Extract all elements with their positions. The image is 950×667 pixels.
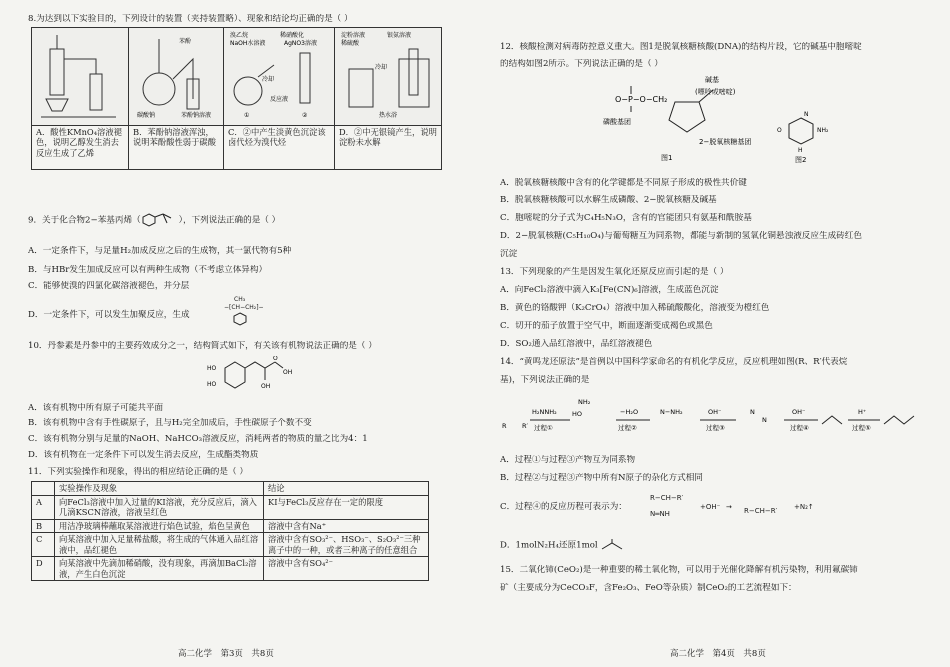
mech-step4: 过程④: [790, 424, 809, 432]
label-1: ①: [244, 112, 250, 119]
apparatus-haloalkane-icon: [228, 29, 330, 121]
q9-option-a: A．一定条件下，与足量H₂加成反应之后的生成物，其一氯代物有5种: [28, 246, 292, 256]
mech-oh2: OH⁻: [792, 408, 806, 416]
phenylpropene-structure-icon: [141, 213, 179, 227]
polymer-chain: −[CH−CH₂]−: [224, 304, 264, 311]
label-phosphate: 磷酸基团: [603, 118, 631, 126]
row-conclusion: 溶液中含有SO₃²⁻、HSO₃⁻、S₂O₃²⁻三种离子中的一种，或者三种离子的任意组合: [264, 533, 429, 557]
label-deoxyribose: 2−脱氧核糖基团: [699, 138, 752, 146]
q11-row-c: [32, 533, 429, 557]
q9-option-c: C．能够使溴的四氯化碳溶液褪色，并分层: [28, 281, 190, 291]
ketone-structure-icon: [600, 539, 626, 551]
label-starch: 淀粉溶液: [341, 32, 366, 39]
q11-header-op: 实验操作及现象: [55, 482, 264, 496]
q10-option-d: D．该有机物在一定条件下可以发生消去反应，生成酯类物质: [28, 450, 259, 460]
q13-stem: 13．下列现象的产生是因发生氧化还原反应而引起的是（ ）: [500, 267, 729, 277]
q11-header-0: [32, 482, 55, 496]
q8-stem: 8.为达到以下实验目的，下列设计的装置（夹持装置略）、现象和结论均正确的是（ ）: [28, 14, 353, 24]
dna-figure: [595, 72, 845, 164]
mech-step5: 过程⑤: [852, 424, 871, 432]
mech-n1: N: [750, 408, 755, 416]
q14-option-d-line: [500, 539, 920, 552]
row-key: A: [32, 495, 55, 519]
label-oh-2: OH: [283, 369, 293, 376]
row-conclusion: 溶液中含有Na⁺: [264, 519, 429, 533]
c-reactant-n: N═NH: [650, 510, 670, 518]
q9-stem-line: [28, 213, 433, 227]
c-n2: +N₂↑: [794, 503, 814, 511]
label-nh2: NH₂: [817, 127, 829, 134]
q10-option-a: A．该有机物中所有原子可能共平面: [28, 403, 164, 413]
label-cool-2: 冷却: [375, 64, 388, 71]
q14-mechanism: [500, 392, 920, 444]
q8-option-a: A．酸性KMnO₄溶液褪色，说明乙醇发生消去反应生成了乙烯: [32, 125, 129, 169]
q12-option-c: C．胞嘧啶的分子式为C₄H₅N₃O，含有的官能团只有氨基和酰胺基: [500, 213, 752, 223]
mech-step1: 过程①: [534, 424, 553, 432]
q10-option-c: C．该有机物分别与足量的NaOH、NaHCO₃溶液反应，消耗两者的物质的量之比为4：1: [28, 434, 368, 444]
danshensu-structure-icon: [203, 356, 303, 398]
q9-option-b: B．与HBr发生加成反应可以有两种生成物（不考虑立体异构）: [28, 265, 268, 275]
label-cool: 冷却: [262, 76, 275, 83]
q8-option-d: D．②中无银镜产生，说明淀粉未水解: [335, 125, 442, 169]
q9-option-d-line: [28, 296, 433, 321]
label-hno3: 稀硝酸化: [280, 32, 305, 39]
q12-option-d-cont: 沉淀: [500, 249, 518, 259]
mech-ho: HO: [572, 410, 583, 418]
q13-option-c: C．切开的茄子放置于空气中，断面逐渐变成褐色或黑色: [500, 321, 713, 331]
q14-stem-2: 基)，下列说法正确的是: [500, 375, 590, 385]
c-arrow: →: [726, 503, 732, 511]
left-footer: 高二化学 第3页 共8页: [178, 649, 274, 659]
mech-r: R: [502, 422, 507, 430]
label-h-cyt: H: [798, 147, 803, 154]
label-ho-2: HO: [207, 381, 217, 388]
q14-option-d: D．1molN₂H₄还原1mol: [500, 540, 598, 551]
q11-row-d: [32, 557, 429, 581]
row-key: B: [32, 519, 55, 533]
label-naoh: NaOH水溶液: [230, 40, 266, 47]
apparatus-ethanol-icon: [36, 29, 124, 121]
q11-table: [31, 481, 429, 581]
q11-row-b: [32, 519, 429, 533]
label-agno3: AgNO3溶液: [284, 40, 317, 47]
q14-option-b: B．过程②与过程③产物中所有N原子的杂化方式相同: [500, 473, 703, 483]
q11-header-concl: 结论: [264, 482, 429, 496]
mech-oh1: OH⁻: [708, 408, 722, 416]
q14-option-c-line: [500, 494, 920, 518]
mech-minus-h2o: −H₂O: [620, 408, 639, 416]
q13-option-b: B．黄色的铬酸钾（K₂CrO₄）溶液中加入稀硫酸酸化，溶液变为橙红色: [500, 303, 770, 313]
label-reaction: 反应液: [270, 96, 289, 103]
q13-option-d: D．SO₂通入品红溶液中，品红溶液褪色: [500, 339, 653, 349]
q8-diagram-a: [32, 28, 129, 126]
mech-h-plus: H⁺: [858, 408, 867, 416]
mech-reagent: H₂NNH₂: [532, 408, 557, 416]
label-2: ②: [302, 112, 308, 119]
q14-stem-1: 14．“黄鸣龙还原法”是首例以中国科学家命名的有机化学反应，反应机理如图(R、R′代表烷: [500, 357, 848, 367]
label-fig2: 图2: [795, 156, 807, 164]
row-key: C: [32, 533, 55, 557]
left-page: [28, 0, 437, 667]
q8-diagram-b: [129, 28, 224, 126]
row-key: D: [32, 557, 55, 581]
q12-option-a: A．脱氧核糖核酸中含有的化学键都是不同原子形成的极性共价键: [500, 178, 747, 188]
q8-diagram-d: [335, 28, 442, 126]
right-footer: 高二化学 第4页 共8页: [670, 649, 766, 659]
mechanism-scheme-icon: [500, 392, 920, 444]
q12-stem-2: 的结构如图2所示。下列说法正确的是（ ）: [500, 59, 663, 69]
q15-stem-1: 15．二氧化铈(CeO₂)是一种重要的稀土氧化物，可以用于光催化降解有机污染物，利用氟碳铈: [500, 565, 858, 575]
q8-table: [31, 27, 442, 170]
q10-stem: 10．丹参素是丹参中的主要药效成分之一，结构简式如下，有关该有机物说法正确的是（ ）: [28, 341, 377, 351]
apparatus-phenol-icon: [133, 29, 219, 121]
q15-stem-2: 矿（主要成分为CeCO₃F，含Fe₂O₃、FeO等杂质）制CeO₂的工艺流程如下：: [500, 583, 797, 593]
q11-row-a: [32, 495, 429, 519]
label-o: O: [273, 356, 278, 362]
mech-hydrazone: N−NH₂: [660, 408, 683, 416]
mech-step2: 过程②: [618, 424, 637, 432]
q8-option-b: B．苯酚钠溶液浑浊，说明苯酚酸性弱于碳酸: [129, 125, 224, 169]
c-product: R−CH−R′: [744, 507, 778, 515]
q8-option-c: C．②中产生淡黄色沉淀该卤代烃为溴代烃: [224, 125, 335, 169]
q12-stem-1: 12．核酸检测对病毒防控意义重大。图1是脱氧核糖核酸(DNA)的结构片段，它的碱基中胞嘧啶: [500, 42, 862, 52]
row-operation: 向FeCl₃溶液中加入过量的KI溶液，充分反应后，滴入几滴KSCN溶液，溶液呈红色: [55, 495, 264, 519]
q12-option-d: D．2−脱氧核糖(C₅H₁₀O₄)与葡萄糖互为同系物，都能与新制的氢氧化铜悬浊液反应生成砖红色: [500, 231, 862, 241]
svg-text:O−P−O−CH₂: O−P−O−CH₂: [615, 95, 668, 104]
q9-stem-end: ），下列说法正确的是（ ）: [178, 215, 281, 226]
row-conclusion: 溶液中含有SO₄²⁻: [264, 557, 429, 581]
polymer-benzene-icon: [232, 312, 248, 326]
q12-option-b: B．脱氧核糖核酸可以水解生成磷酸、2−脱氧核糖及碱基: [500, 195, 717, 205]
label-oh-1: OH: [261, 383, 271, 390]
label-fig1: 图1: [661, 154, 673, 162]
danshensu-structure: [203, 356, 303, 398]
q11-stem: 11．下列实验操作和现象，得出的相应结论正确的是（ ）: [28, 467, 248, 477]
polymer-ch3: CH₃: [234, 296, 246, 303]
dna-figure-icon: [595, 72, 845, 164]
mech-r-prime: R′: [522, 422, 528, 430]
label-o-cyt: O: [777, 127, 782, 134]
label-hotbath: 热水浴: [379, 112, 398, 119]
q9-option-d: D．一定条件下，可以发生加聚反应，生成: [28, 310, 190, 320]
q10-option-b: B．该有机物中含有手性碳原子，且与H₂完全加成后，手性碳原子个数不变: [28, 418, 312, 428]
q9-stem: 9．关于化合物2−苯基丙烯（: [28, 215, 141, 226]
c-oh: +OH⁻: [700, 503, 721, 511]
row-operation: 用洁净玻璃棒蘸取某溶液进行焰色试验，焰色呈黄色: [55, 519, 264, 533]
q14-option-c: C．过程④的反应历程可表示为：: [500, 502, 627, 512]
c-reactant: R−CH−R′: [650, 494, 684, 502]
label-n-cyt: N: [804, 111, 809, 118]
label-ho-1: HO: [207, 365, 217, 372]
q13-option-a: A．向FeCl₂溶液中滴入K₃[Fe(CN)₆]溶液，生成蓝色沉淀: [500, 285, 719, 295]
mech-nh2: NH₂: [578, 398, 591, 406]
q14-option-a: A．过程①与过程③产物互为同系物: [500, 455, 636, 465]
label-purine: (嘌呤或嘧啶): [695, 88, 736, 96]
apparatus-starch-icon: [339, 29, 437, 121]
label-silver: 银氨溶液: [387, 32, 412, 39]
row-operation: 向某溶液中先滴加稀硝酸，没有现象，再滴加BaCl₂溶液，产生白色沉淀: [55, 557, 264, 581]
row-operation: 向某溶液中加入足量稀盐酸，将生成的气体通入品红溶液中，品红褪色: [55, 533, 264, 557]
label-phenoxide: 苯酚钠溶液: [181, 112, 212, 119]
q8-diagram-c: [224, 28, 335, 126]
mech-n2: N: [762, 416, 767, 424]
label-bromoethane: 溴乙烷: [230, 32, 249, 39]
label-na2co3: 碳酸钠: [137, 112, 156, 119]
label-phenol: 苯酚: [179, 38, 192, 45]
right-page: [500, 0, 920, 667]
row-conclusion: KI与FeCl₃反应存在一定的限度: [264, 495, 429, 519]
label-h2so4: 稀硫酸: [341, 40, 360, 47]
mech-step3: 过程③: [706, 424, 725, 432]
label-base: 碱基: [705, 76, 719, 84]
